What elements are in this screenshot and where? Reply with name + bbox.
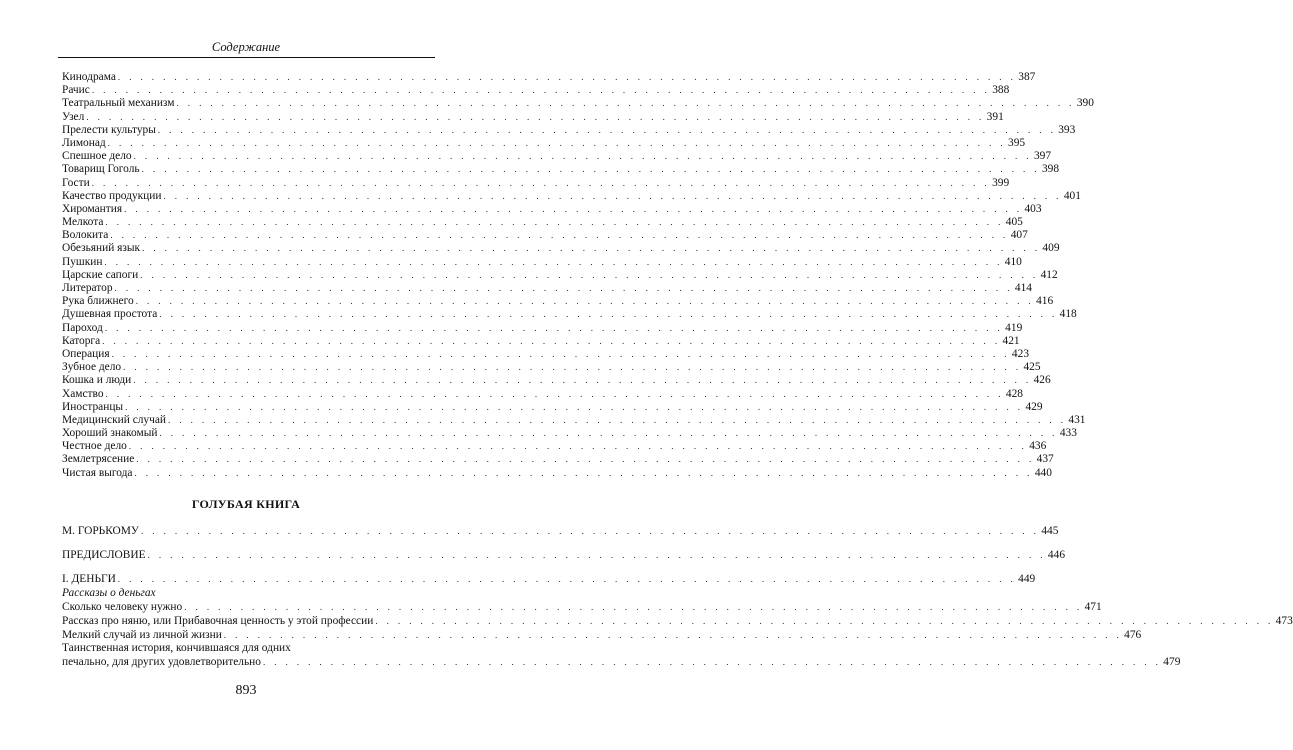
leader-dots: . . . . . . . . . . . . . . . . . . . . . . . . . . . . . . . . . . . . . . . . . . . . . . . . . . . . . . . . . . . . . . . . . . . . . . . . . . . . . . . . (142, 243, 1041, 254)
toc-entry[interactable] (62, 347, 1030, 361)
leader-dots: . . . . . . . . . . . . . . . . . . . . . . . . . . . . . . . . . . . . . . . . . . . . . . . . . . . . . . . . . . . . . . . . . . . . . . . . . . . . . . . . (159, 309, 1058, 320)
toc-entry-page: 399 (992, 176, 1010, 189)
toc-entry-title: Спешное дело (62, 150, 132, 163)
leader-dots: . . . . . . . . . . . . . . . . . . . . . . . . . . . . . . . . . . . . . . . . . . . . . . . . . . . . . . . . . . . . . . . . . . . . . . . . . . . . . . . . (147, 550, 1046, 560)
toc-entry-page: 476 (1124, 629, 1142, 641)
toc-entry[interactable] (62, 282, 1032, 295)
toc-entry-page: 409 (1042, 242, 1060, 255)
leader-dots: . . . . . . . . . . . . . . . . . . . . . . . . . . . . . . . . . . . . . . . . . . . . . . . . . . . . . . . . . . . . . . . . . . . . . . . . . . . . . . . . (111, 348, 1010, 359)
toc-entry-title: Рассказ про няню, или Прибавочная ценность у этой профессии (62, 615, 374, 627)
toc-entry-page: 425 (1023, 361, 1041, 374)
toc-entry-page: 416 (1036, 295, 1054, 308)
toc-entry[interactable] (62, 268, 1058, 282)
toc-entry-page: 433 (1059, 427, 1077, 440)
leader-dots: . . . . . . . . . . . . . . . . . . . . . . . . . . . . . . . . . . . . . . . . . . . . . . . . . . . . . . . . . . . . . . . . . . . . . . . . . . . . . . . . (133, 375, 1032, 386)
toc-entry[interactable] (62, 387, 1023, 401)
toc-entry-title: Прелести культуры (62, 123, 156, 136)
toc-entry-title-line2: печально, для других удовлетворительно (62, 655, 261, 668)
leader-dots: . . . . . . . . . . . . . . . . . . . . . . . . . . . . . . . . . . . . . . . . . . . . . . . . . . . . . . . . . . . . . . . . . . . . . . . . . . . . . . . . (159, 428, 1058, 439)
toc-entry-page: 407 (1010, 229, 1028, 242)
leader-dots: . . . . . . . . . . . . . . . . . . . . . . . . . . . . . . . . . . . . . . . . . . . . . . . . . . . . . . . . . . . . . . . . . . . . . . . . . . . . . . . . (134, 467, 1033, 478)
leader-dots: . . . . . . . . . . . . . . . . . . . . . . . . . . . . . . . . . . . . . . . . . . . . . . . . . . . . . . . . . . . . . . . . . . . . . . . . . . . . . . . . (86, 111, 985, 122)
leader-dots: . . . . . . . . . . . . . . . . . . . . . . . . . . . . . . . . . . . . . . . . . . . . . . . . . . . . . . . . . . . . . . . . . . . . . . . . . . . . . . . . (157, 124, 1057, 135)
toc-entry-preface[interactable] (62, 548, 1066, 562)
toc-entry[interactable] (62, 84, 1010, 97)
toc-entry-page: 412 (1040, 268, 1058, 281)
toc-entry-page: 388 (992, 84, 1010, 97)
toc-entry[interactable] (62, 361, 1041, 374)
leader-dots: . . . . . . . . . . . . . . . . . . . . . . . . . . . . . . . . . . . . . . . . . . . . . . . . . . . . . . . . . . . . . . . . . . . . . . . . . . . . . . . . (117, 72, 1017, 82)
toc-entry[interactable] (62, 229, 1028, 242)
toc-entry-page: 440 (1034, 466, 1052, 479)
toc-entry-title: Чистая выгода (62, 466, 133, 479)
leader-dots: . . . . . . . . . . . . . . . . . . . . . . . . . . . . . . . . . . . . . . . . . . . . . . . . . . . . . . . . . . . . . . . . . . . . . . . . . . . . . . . . (105, 217, 1004, 228)
toc-entry-page: 391 (986, 110, 1004, 123)
toc-entry-title: Мелкий случай из личной жизни (62, 629, 222, 641)
toc-entry-dedication[interactable] (62, 524, 1059, 538)
toc-entry[interactable] (62, 189, 1081, 203)
book-toc (62, 524, 1293, 669)
toc-entry[interactable] (62, 427, 1077, 440)
toc-entry-title: Сколько человеку нужно (62, 601, 183, 613)
toc-entry-title: Гости (62, 176, 90, 189)
leader-dots: . . . . . . . . . . . . . . . . . . . . . . . . . . . . . . . . . . . . . . . . . . . . . . . . . . . . . . . . . . . . . . . . . . . . . . . . . . . . . . . . (105, 388, 1004, 399)
toc-entry[interactable] (62, 123, 1076, 137)
toc-entry-title: Рачис (62, 84, 90, 97)
toc-entry[interactable] (62, 308, 1077, 321)
leader-dots: . . . . . . . . . . . . . . . . . . . . . . . . . . . . . . . . . . . . . . . . . . . . . . . . . . . . . . . . . . . . . . . . . . . . . . . . . . . . . . . . (91, 177, 991, 188)
toc-entry-title: Душевная простота (62, 308, 158, 321)
toc-entry-page: 387 (1018, 71, 1036, 83)
leader-dots: . . . . . . . . . . . . . . . . . . . . . . . . . . . . . . . . . . . . . . . . . . . . . . . . . . . . . . . . . . . . . . . . . . . . . . . . . . . . . . . . (110, 230, 1009, 241)
toc-entry-title: Хороший знакомый (62, 427, 158, 440)
toc-entry[interactable] (62, 400, 1043, 414)
toc-entry-part1[interactable] (62, 572, 1036, 586)
toc-entry-title: ПРЕДИСЛОВИЕ (62, 549, 146, 561)
toc-entry[interactable] (62, 242, 1060, 255)
toc-entry-title: Пароход (62, 321, 103, 334)
toc-entry-page: 437 (1036, 453, 1054, 466)
leader-dots: . . . . . . . . . . . . . . . . . . . . . . . . . . . . . . . . . . . . . . . . . . . . . . . . . . . . . . . . . . . . . . . . . . . . . . . . . . . . . . . . (223, 630, 1123, 640)
toc-entry-long-story[interactable] (62, 642, 1181, 669)
toc-entry-title: Иностранцы (62, 400, 124, 413)
toc-entry-page: 429 (1025, 400, 1043, 413)
leader-dots: . . . . . . . . . . . . . . . . . . . . . . . . . . . . . . . . . . . . . . . . . . . . . . . . . . . . . . . . . . . . . . . . . . . . . . . . . . . . . . . . (262, 656, 1162, 667)
toc-entry-page: 395 (1008, 136, 1026, 149)
toc-entry-page: 445 (1041, 525, 1059, 537)
leader-dots: . . . . . . . . . . . . . . . . . . . . . . . . . . . . . . . . . . . . . . . . . . . . . . . . . . . . . . . . . . . . . . . . . . . . . . . . . . . . . . . . (135, 296, 1035, 307)
toc-entry-page: 398 (1041, 163, 1060, 176)
toc-entry[interactable] (62, 216, 1023, 229)
toc-entry-title: Лимонад (62, 136, 106, 149)
toc-entry-title: Театральный механизм (62, 97, 175, 110)
toc-entry-page: 414 (1014, 282, 1032, 294)
toc-entry[interactable] (62, 136, 1026, 150)
leader-dots: . . . . . . . . . . . . . . . . . . . . . . . . . . . . . . . . . . . . . . . . . . . . . . . . . . . . . . . . . . . . . . . . . . . . . . . . . . . . . . . . (140, 269, 1039, 280)
toc-entry[interactable] (62, 71, 1036, 84)
leader-dots: . . . . . . . . . . . . . . . . . . . . . . . . . . . . . . . . . . . . . . . . . . . . . . . . . . . . . . . . . . . . . . . . . . . . . . . . . . . . . . . . (102, 335, 1001, 346)
toc-entry[interactable] (62, 110, 1004, 124)
toc-entry-page: 390 (1076, 97, 1094, 110)
toc-entry[interactable] (62, 628, 1142, 642)
toc-entry[interactable] (62, 97, 1094, 110)
toc-entry-title: Кошка и люди (62, 374, 132, 387)
toc-entry-page: 436 (1029, 440, 1047, 453)
toc-entry[interactable] (62, 150, 1052, 163)
toc-entry-page: 479 (1163, 655, 1181, 668)
leader-dots: . . . . . . . . . . . . . . . . . . . . . . . . . . . . . . . . . . . . . . . . . . . . . . . . . . . . . . . . . . . . . . . . . . . . . . . . . . . . . . . . (136, 454, 1035, 465)
toc-entry-title: Хиромантия (62, 202, 123, 215)
toc-entry[interactable] (62, 453, 1054, 466)
leader-dots: . . . . . . . . . . . . . . . . . . . . . . . . . . . . . . . . . . . . . . . . . . . . . . . . . . . . . . . . . . . . . . . . . . . . . . . . . . . . . . . . (123, 362, 1022, 373)
toc-entry-title: Хамство (62, 387, 104, 400)
leader-dots: . . . . . . . . . . . . . . . . . . . . . . . . . . . . . . . . . . . . . . . . . . . . . . . . . . . . . . . . . . . . . . . . . . . . . . . . . . . . . . . . (114, 283, 1013, 293)
toc-entry-page: 393 (1058, 123, 1076, 136)
toc-entry[interactable] (62, 614, 1293, 628)
toc-entry[interactable] (62, 321, 1023, 335)
leader-dots: . . . . . . . . . . . . . . . . . . . . . . . . . . . . . . . . . . . . . . . . . . . . . . . . . . . . . . . . . . . . . . . . . . . . . . . . . . . . . . . . (117, 574, 1017, 584)
toc-entry[interactable] (62, 413, 1086, 427)
toc-entry[interactable] (62, 334, 1020, 348)
leader-dots: . . . . . . . . . . . . . . . . . . . . . . . . . . . . . . . . . . . . . . . . . . . . . . . . . . . . . . . . . . . . . . . . . . . . . . . . . . . . . . . . (140, 526, 1040, 536)
leader-dots: . . . . . . . . . . . . . . . . . . . . . . . . . . . . . . . . . . . . . . . . . . . . . . . . . . . . . . . . . . . . . . . . . . . . . . . . . . . . . . . . (125, 401, 1024, 412)
toc-entry-title: Товарищ Гоголь (62, 163, 140, 176)
toc-entry-title: Честное дело (62, 440, 127, 453)
toc-entry[interactable] (62, 440, 1047, 453)
leader-dots: . . . . . . . . . . . . . . . . . . . . . . . . . . . . . . . . . . . . . . . . . . . . . . . . . . . . . . . . . . . . . . . . . . . . . . . . . . . . . . . . (104, 322, 1004, 333)
toc-entry-title: Землетрясение (62, 453, 135, 466)
toc-entry-page: 426 (1033, 374, 1051, 387)
leader-dots: . . . . . . . . . . . . . . . . . . . . . . . . . . . . . . . . . . . . . . . . . . . . . . . . . . . . . . . . . . . . . . . . . . . . . . . . . . . . . . . . (141, 164, 1040, 175)
leader-dots: . . . . . . . . . . . . . . . . . . . . . . . . . . . . . . . . . . . . . . . . . . . . . . . . . . . . . . . . . . . . . . . . . . . . . . . . . . . . . . . . (124, 203, 1023, 214)
leader-dots: . . . . . . . . . . . . . . . . . . . . . . . . . . . . . . . . . . . . . . . . . . . . . . . . . . . . . . . . . . . . . . . . . . . . . . . . . . . . . . . . (176, 98, 1075, 109)
toc-entry-title: Мелкота (62, 216, 104, 229)
subsection-heading: Рассказы о деньгах (62, 587, 156, 599)
leader-dots: . . . . . . . . . . . . . . . . . . . . . . . . . . . . . . . . . . . . . . . . . . . . . . . . . . . . . . . . . . . . . . . . . . . . . . . . . . . . . . . . (184, 602, 1083, 612)
toc-entry[interactable] (62, 163, 1060, 176)
toc-entry-title: Зубное дело (62, 361, 122, 374)
toc-entry-title: М. ГОРЬКОМУ (62, 525, 139, 537)
toc-entry-page: 405 (1005, 216, 1023, 229)
toc-entry[interactable] (62, 202, 1042, 216)
toc-entry-page: 428 (1005, 387, 1023, 400)
leader-dots: . . . . . . . . . . . . . . . . . . . . . . . . . . . . . . . . . . . . . . . . . . . . . . . . . . . . . . . . . . . . . . . . . . . . . . . . . . . . . . . . (163, 190, 1062, 201)
toc-entry[interactable] (62, 374, 1051, 387)
leader-dots: . . . . . . . . . . . . . . . . . . . . . . . . . . . . . . . . . . . . . . . . . . . . . . . . . . . . . . . . . . . . . . . . . . . . . . . . . . . . . . . . (168, 414, 1067, 425)
toc-entry-page: 473 (1275, 615, 1293, 627)
leader-dots: . . . . . . . . . . . . . . . . . . . . . . . . . . . . . . . . . . . . . . . . . . . . . . . . . . . . . . . . . . . . . . . . . . . . . . . . . . . . . . . . (375, 616, 1274, 626)
toc-entry-page: 410 (1004, 255, 1022, 268)
toc-entry[interactable] (62, 176, 1010, 190)
toc-entry-page: 423 (1011, 347, 1030, 360)
toc-entry-title: Медицинский случай (62, 413, 167, 426)
leader-dots: . . . . . . . . . . . . . . . . . . . . . . . . . . . . . . . . . . . . . . . . . . . . . . . . . . . . . . . . . . . . . . . . . . . . . . . . . . . . . . . . (91, 85, 991, 96)
running-head: Содержание (211, 40, 281, 54)
toc-entry[interactable] (62, 466, 1052, 480)
toc-entry-title: Волокита (62, 229, 109, 242)
toc-entry-title: Рука ближнего (62, 295, 134, 308)
toc-entry-page: 418 (1059, 308, 1077, 321)
toc-entry-title: Литератор (62, 282, 113, 294)
toc-entry-title: Каторга (62, 334, 101, 347)
toc-entry[interactable] (62, 600, 1102, 614)
toc-entry-title: Качество продукции (62, 189, 162, 202)
leader-dots: . . . . . . . . . . . . . . . . . . . . . . . . . . . . . . . . . . . . . . . . . . . . . . . . . . . . . . . . . . . . . . . . . . . . . . . . . . . . . . . . (128, 441, 1028, 452)
toc-entry-page: 449 (1018, 573, 1036, 585)
toc-entry-title: I. ДЕНЬГИ (62, 573, 116, 585)
toc-entry-title-line1: Таинственная история, кончившаяся для одних (62, 642, 291, 654)
toc-entry-page: 419 (1005, 321, 1023, 334)
toc-entry-page: 403 (1024, 202, 1042, 215)
toc-entry[interactable] (62, 255, 1022, 269)
story-list (62, 600, 1293, 642)
toc-entry-page: 401 (1063, 189, 1081, 202)
toc-entry-page: 431 (1068, 413, 1086, 426)
toc-entry-title: Пушкин (62, 255, 103, 268)
toc-entry[interactable] (62, 295, 1054, 308)
toc-entry-page: 421 (1002, 334, 1020, 347)
toc-entry-title: Обезьяний язык (62, 242, 141, 255)
section-heading: ГОЛУБАЯ КНИГА (191, 497, 301, 511)
page-number: 893 (235, 683, 257, 698)
toc-list (62, 71, 1094, 480)
toc-entry-page: 397 (1033, 150, 1052, 163)
toc-entry-title: Операция (62, 347, 110, 360)
toc-entry-page: 446 (1047, 549, 1066, 561)
leader-dots: . . . . . . . . . . . . . . . . . . . . . . . . . . . . . . . . . . . . . . . . . . . . . . . . . . . . . . . . . . . . . . . . . . . . . . . . . . . . . . . . (104, 256, 1003, 267)
toc-entry-title: Царские сапоги (62, 268, 139, 281)
toc-entry-page: 471 (1084, 601, 1102, 613)
header-rule (58, 57, 435, 58)
toc-entry-title: Узел (62, 110, 85, 123)
leader-dots: . . . . . . . . . . . . . . . . . . . . . . . . . . . . . . . . . . . . . . . . . . . . . . . . . . . . . . . . . . . . . . . . . . . . . . . . . . . . . . . . (107, 137, 1007, 148)
toc-entry-title: Кинодрама (62, 71, 116, 83)
leader-dots: . . . . . . . . . . . . . . . . . . . . . . . . . . . . . . . . . . . . . . . . . . . . . . . . . . . . . . . . . . . . . . . . . . . . . . . . . . . . . . . . (133, 151, 1032, 162)
